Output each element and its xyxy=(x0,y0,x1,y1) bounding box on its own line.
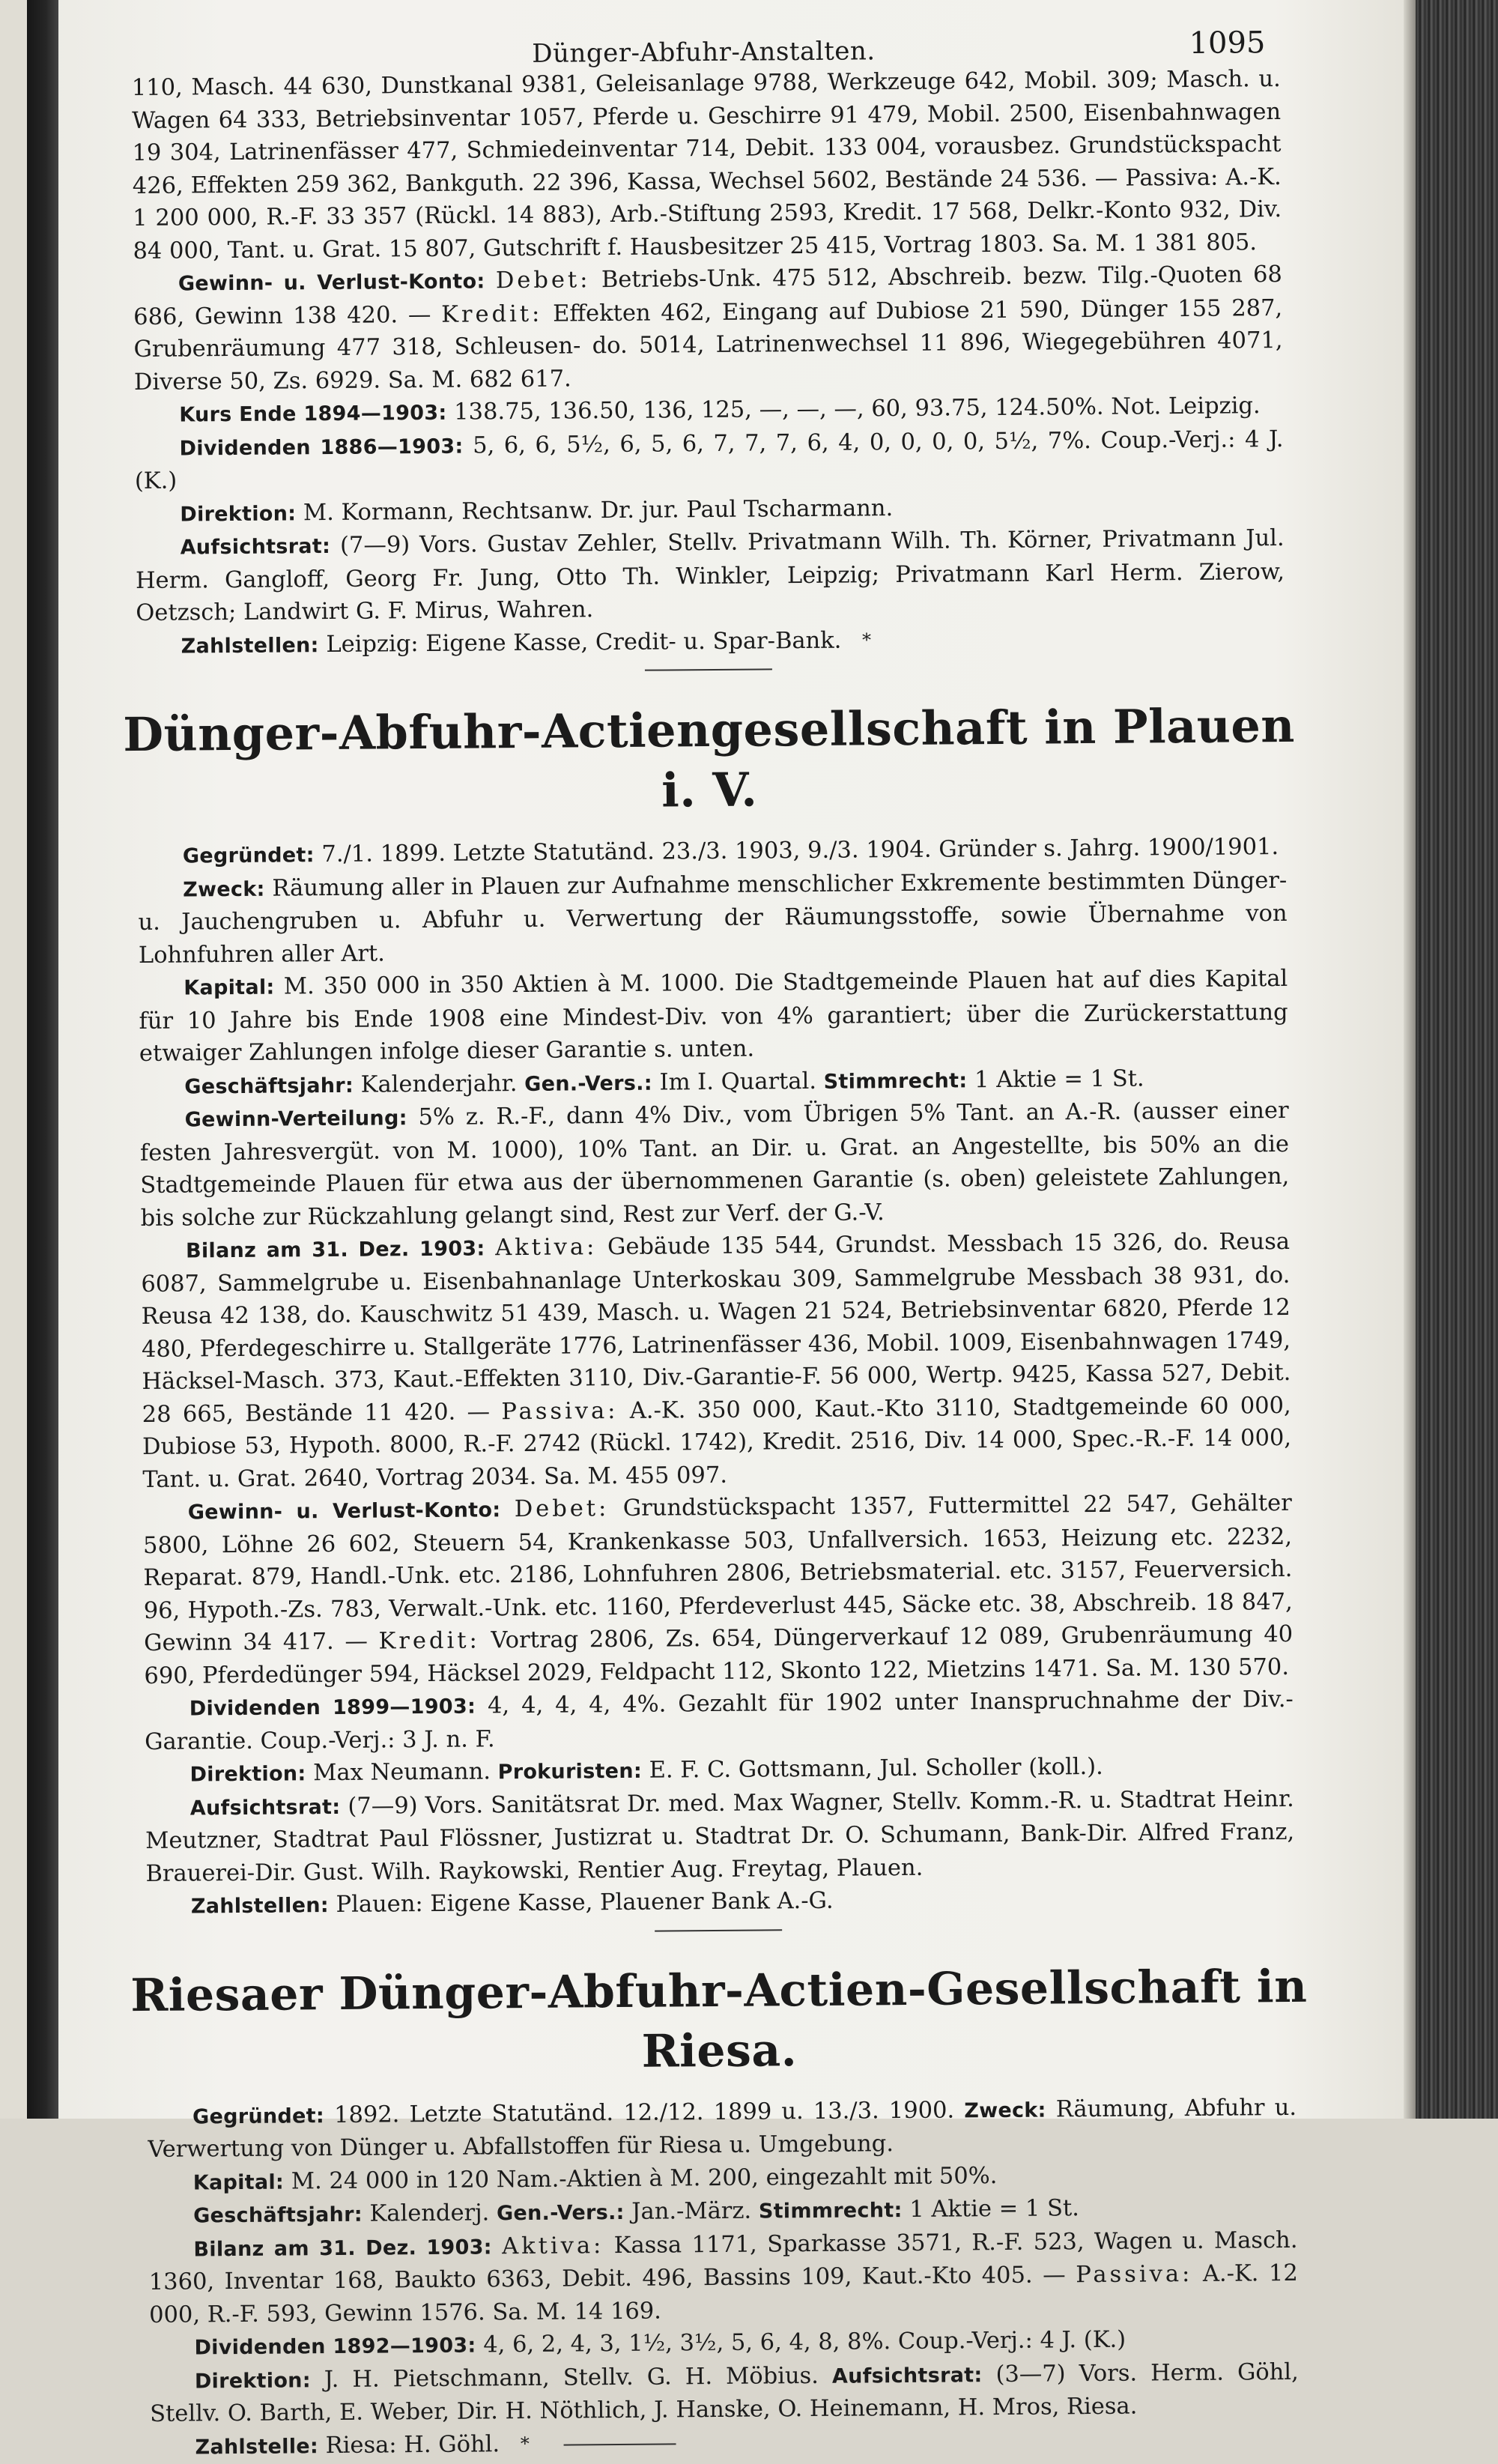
kapital-label: Kapital: xyxy=(192,2170,285,2194)
aufsichtsrat-text: (7—9) Vors. Sanitätsrat Dr. med. Max Wagner, Stellv. Komm.-R. u. Stadtrat Heinr. Meutzner, Stadtrat Paul Flössner, Justizrat u. Stadtrat Dr. O. Schumann, Bank-Dir. Alfred Franz, Brauerei-Dir. Gust. Wilh. Raykowski, Rentier Aug. Freytag, Plauen. xyxy=(145,1785,1295,1887)
dividenden-label: Dividenden 1886—1903: xyxy=(179,435,464,461)
bilanz-label: Bilanz am 31. Dez. 1903: xyxy=(185,1237,485,1263)
bilanz-label: Bilanz am 31. Dez. 1903: xyxy=(193,2235,492,2261)
direktion-entry xyxy=(150,2355,1300,2430)
aufsichtsrat-entry xyxy=(145,1782,1295,1890)
gegruendet-label: Gegründet: xyxy=(182,844,315,868)
stimmrecht-label: Stimmrecht: xyxy=(823,1068,968,1094)
guv-debet-text: Grundstückspacht 1357, Futtermittel 22 547, Gehälter 5800, Löhne 26 602, Steuern 54, Krankenkasse 503, Unfallversich. 1653, Heizung etc. 2232, Reparat. 879, Handl.-Unk. etc. 2186, Lohnfuhren 2806, Betriebsmaterial. etc. 3157, Feuerversich. 96, Hypoth.-Zs. 783, Verwalt.-Unk. etc. 1160, Pferdeverlust 445, Säcke etc. 38, Abschreib. 18 847, Gewinn 34 417. — xyxy=(142,1489,1293,1656)
direktion-label: Direktion: xyxy=(180,501,297,527)
bilanz-passiva-text: A.-K. 350 000, Kaut.-Kto 3110, Stadtgemeinde 60 000, Dubiose 53, Hypoth. 8000, R.-F. 2742 (Rückl. 1742), Kredit. 2516, Div. 14 000, Spec.-R.-F. 14 000, Tant. u. Grat. 2640, Vortrag 2034. Sa. M. 455 097. xyxy=(142,1392,1292,1493)
bilanz-passiva-label: Passiva: xyxy=(1076,2261,1193,2289)
geschaeftsjahr-label: Geschäftsjahr: xyxy=(184,1074,354,1099)
gen-vers-text: Im I. Quartal. xyxy=(659,1068,817,1096)
zahlstellen-text: Leipzig: Eigene Kasse, Credit- u. Spar-Bank. xyxy=(326,627,842,658)
aufsichtsrat-label: Aufsichtsrat: xyxy=(189,1795,341,1820)
kapital-text: M. 24 000 in 120 Nam.-Aktien à M. 200, eingezahlt mit 50%. xyxy=(291,2162,998,2194)
page-edge-right xyxy=(1404,0,1416,2119)
gegruendet-entry xyxy=(148,2091,1297,2166)
gewinn-verlust-konto xyxy=(143,1487,1294,1692)
gv-debet-label: Debet: xyxy=(495,267,591,294)
running-header xyxy=(104,18,1303,73)
bilanz-passiva-text: A.-K. 12 000, R.-F. 593, Gewinn 1576. Sa. M. 14 169. xyxy=(149,2259,1298,2328)
gv-debet-text: Betriebs-Unk. 475 512, Abschreib. bezw. Tilg.-Quoten 68 686, Gewinn 138 420. — xyxy=(133,261,1282,330)
gen-vers-label: Gen.-Vers.: xyxy=(496,2200,625,2226)
section-previous-company xyxy=(105,63,1308,664)
asterisk-mark: * xyxy=(861,629,872,650)
stimmrecht-text: 1 Aktie = 1 St. xyxy=(974,1065,1144,1093)
guv-debet-label: Debet: xyxy=(514,1495,610,1523)
gen-vers-text: Jan.-März. xyxy=(631,2197,752,2225)
document-page xyxy=(104,18,1319,2459)
dividenden-label: Dividenden 1892—1903: xyxy=(194,2334,476,2360)
kurs-label: Kurs Ende 1894—1903: xyxy=(179,401,447,427)
zweck-label: Zweck: xyxy=(183,877,265,902)
bilanz-aktiva-label: Aktiva: xyxy=(502,2232,604,2259)
bilanz-aktiva-label: Aktiva: xyxy=(495,1234,598,1262)
zahlstellen-label: Zahlstellen: xyxy=(181,633,319,659)
direktion-text: Max Neumann. xyxy=(313,1758,491,1787)
binding-shadow-left xyxy=(27,0,58,2119)
asterisk-mark: * xyxy=(520,2433,530,2454)
gen-vers-label: Gen.-Vers.: xyxy=(524,1071,652,1096)
kurs-text: 138.75, 136.50, 136, 125, —, —, —, 60, 93.75, 124.50%. Not. Leipzig. xyxy=(454,393,1261,426)
aufsichtsrat-label: Aufsichtsrat: xyxy=(831,2363,983,2388)
direktion-text: M. Kormann, Rechtsanw. Dr. jur. Paul Tscharmann. xyxy=(303,494,894,526)
gewinn-verteilung-label: Gewinn-Verteilung: xyxy=(184,1107,407,1132)
gv-kredit-text: Effekten 462, Eingang auf Dubiose 21 590, Dünger 155 287, Grubenräumung 477 318, Schleusen- do. 5014, Latrinenwechsel 11 896, Wiegegebühren 4071, Diverse 50, Zs. 6929. Sa. M. 682 617. xyxy=(133,294,1283,396)
bilanz-aktiva-text: Gebäude 135 544, Grundst. Messbach 15 326, do. Reusa 6087, Sammelgrube u. Eisenbahnanlage Unterkoskau 309, Sammelgrube Messbach 38 931, do. Reusa 42 138, do. Kauschwitz 51 439, Masch. u. Wagen 21 524, Betriebsinventar 6820, Pferde 12 480, Pferdegeschirre u. Stallgeräte 1776, Latrinenfässer 436, Mobil. 1009, Eisenbahnwagen 1749, Häcksel-Masch. 373, Kaut.-Effekten 3110, Div.-Garantie-F. 56 000, Wertp. 9425, Kassa 527, Debit. 28 665, Bestände 11 420. — xyxy=(141,1228,1291,1428)
aufsichtsrat-text: (7—9) Vors. Gustav Zehler, Stellv. Privatmann Wilh. Th. Körner, Privatmann Jul. Herm. Gangloff, Georg Fr. Jung, Otto Th. Winkler, Leipzig; Privatmann Karl Herm. Zierow, Oetzsch; Landwirt G. F. Mirus, Wahren. xyxy=(135,524,1285,627)
bilanz-aktiva-text: Kassa 1171, Sparkasse 3571, R.-F. 523, Wagen u. Masch. 1360, Inventar 168, Baukto 6363, Debit. 496, Bassins 109, Kaut.-Kto 405. — xyxy=(148,2227,1298,2295)
zweck-entry xyxy=(138,864,1288,972)
running-title: Dünger-Abfuhr-Anstalten. xyxy=(532,36,876,69)
zweck-label: Zweck: xyxy=(964,2098,1046,2122)
stimmrecht-text: 1 Aktie = 1 St. xyxy=(909,2195,1079,2223)
kapital-label: Kapital: xyxy=(184,975,275,1000)
gewinn-verteilung-entry xyxy=(139,1095,1289,1235)
zweck-text: Räumung, Abfuhr u. Verwertung von Dünger u. Abfallstoffen für Riesa u. Umgebung. xyxy=(148,2094,1297,2163)
zweck-text: Räumung aller in Plauen zur Aufnahme menschlicher Exkremente bestimmten Dünger- u. Jauchengruben u. Abfuhr u. Verwertung der Räumungsstoffe, sowie Übernahme von Lohnfuhren aller Art. xyxy=(138,867,1288,969)
geschaeftsjahr-text: Kalenderj. xyxy=(369,2200,490,2227)
zahlstellen-label: Zahlstellen: xyxy=(190,1894,330,1919)
guv-label: Gewinn- u. Verlust-Konto: xyxy=(187,1498,501,1525)
gv-label: Gewinn- u. Verlust-Konto: xyxy=(178,270,485,296)
gewinn-verlust-konto xyxy=(133,258,1283,399)
closing-rule xyxy=(564,2443,676,2445)
geschaeftsjahr-label: Geschäftsjahr: xyxy=(193,2203,363,2228)
direktion-text: J. H. Pietschmann, Stellv. G. H. Möbius. xyxy=(324,2362,819,2393)
zahlstellen-text: Plauen: Eigene Kasse, Plauener Bank A.-G. xyxy=(336,1887,834,1918)
section-divider xyxy=(645,668,772,671)
dividenden-entry xyxy=(134,423,1284,497)
zahlstelle-label: Zahlstelle: xyxy=(195,2434,319,2459)
kapital-entry xyxy=(139,963,1288,1071)
aufsichtsrat-label: Aufsichtsrat: xyxy=(180,534,331,560)
bilanz-passiva-label: Passiva: xyxy=(501,1397,619,1425)
section-riesa xyxy=(121,2091,1322,2464)
aufsichtsrat-entry xyxy=(135,522,1285,630)
kapital-text: M. 350 000 in 350 Aktien à M. 1000. Die Stadtgemeinde Plauen hat auf dies Kapital für 10 Jahre bis Ende 1908 eine Mindest-Div. von 4% garantiert; über die Zurückerstattung etwaiger Zahlungen infolge dieser Garantie s. unten. xyxy=(139,965,1288,1068)
company-title-riesa: Riesaer Dünger-Abfuhr-Actien-Gesellschaft in Riesa. xyxy=(130,1960,1308,2078)
bilanz-continuation: 110, Masch. 44 630, Dunstkanal 9381, Geleisanlage 9788, Werkzeuge 642, Mobil. 309; Masch. u. Wagen 64 333, Betriebsinventar 1057, Pferde u. Geschirre 91 479, Mobil. 2500, Eisenbahnwagen 19 304, Latrinenfässer 477, Schmiedeinventar 714, Debit. 133 004, vorausbez. Grundstückspacht 426, Effekten 259 362, Bankguth. 22 396, Kassa, Wechsel 5602, Bestände 24 536. — Passiva: A.-K. 1 200 000, R.-F. 33 357 (Rückl. 14 883), Arb.-Stiftung 2593, Kredit. 17 568, Delkr.-Konto 932, Div. 84 000, Tant. u. Grat. 15 807, Gutschrift f. Hausbesitzer 25 415, Vortrag 1803. Sa. M. 1 381 805. xyxy=(131,65,1282,264)
geschaeftsjahr-text: Kalenderjahr. xyxy=(360,1070,518,1098)
book-edge-right xyxy=(1416,0,1498,2119)
aufsichtsrat-text: (3—7) Vors. Herm. Göhl, Stellv. O. Barth, E. Weber, Dir. H. Nöthlich, J. Hanske, O. Heinemann, H. Mros, Riesa. xyxy=(150,2358,1299,2427)
company-title-plauen: Dünger-Abfuhr-Actiengesellschaft in Plauen i. V. xyxy=(123,697,1296,818)
prokuristen-label: Prokuristen: xyxy=(497,1759,643,1785)
section-plauen xyxy=(111,831,1317,1924)
gv-kredit-label: Kredit: xyxy=(441,300,543,328)
gegruendet-label: Gegründet: xyxy=(192,2104,325,2128)
gewinn-verteilung-text: 5% z. R.-F., dann 4% Div., vom Übrigen 5% Tant. an A.-R. (ausser einer festen Jahresvergüt. von M. 1000), 10% Tant. an Dir. u. Grat. an Angestellte, bis 50% an die Stadtgemeinde Plauen für etwa aus der übernommenen Garantie (s. oben) geleistete Zahlungen, bis solche zur Rückzahlung gelangt sind, Rest zur Verf. der G.-V. xyxy=(139,1097,1290,1232)
prokuristen-text: E. F. C. Gottsmann, Jul. Scholler (koll.). xyxy=(649,1753,1103,1784)
gegruendet-text: 1892. Letzte Statutänd. 12./12. 1899 u. 13./3. 1900. xyxy=(333,2096,955,2128)
dividenden-text: 5, 6, 6, 5½, 6, 5, 6, 7, 7, 7, 6, 4, 0, 0, 0, 0, 5½, 7%. Coup.-Verj.: 4 J. (K.) xyxy=(134,426,1284,495)
scan-left-margin xyxy=(0,0,27,2119)
section-divider xyxy=(655,1929,782,1931)
guv-kredit-label: Kredit: xyxy=(378,1627,480,1655)
page-number: 1095 xyxy=(1189,25,1266,61)
bilanz-entry xyxy=(141,1226,1292,1496)
gegruendet-text: 7./1. 1899. Letzte Statutänd. 23./3. 1903, 9./3. 1904. Gründer s. Jahrg. 1900/1901. xyxy=(321,834,1279,868)
zahlstelle-text: Riesa: H. Göhl. xyxy=(325,2430,500,2459)
direktion-label: Direktion: xyxy=(189,1762,306,1787)
dividenden-label: Dividenden 1899—1903: xyxy=(189,1695,476,1721)
stimmrecht-label: Stimmrecht: xyxy=(758,2199,903,2224)
dividenden-entry xyxy=(145,1683,1294,1758)
dividenden-text: 4, 6, 2, 4, 3, 1½, 3½, 5, 6, 4, 8, 8%. Coup.-Verj.: 4 J. (K.) xyxy=(483,2326,1126,2358)
bilanz-entry xyxy=(148,2224,1298,2331)
direktion-label: Direktion: xyxy=(194,2368,311,2393)
guv-kredit-text: Vortrag 2806, Zs. 654, Düngerverkauf 12 089, Grubenräumung 40 690, Pferdedünger 594, Häcksel 2029, Feldpacht 112, Skonto 122, Mietzins 1471. Sa. M. 130 570. xyxy=(144,1620,1294,1689)
dividenden-text: 4, 4, 4, 4, 4%. Gezahlt für 1902 unter Inanspruchnahme der Div.-Garantie. Coup.-Verj.: 3 J. n. F. xyxy=(145,1686,1294,1755)
